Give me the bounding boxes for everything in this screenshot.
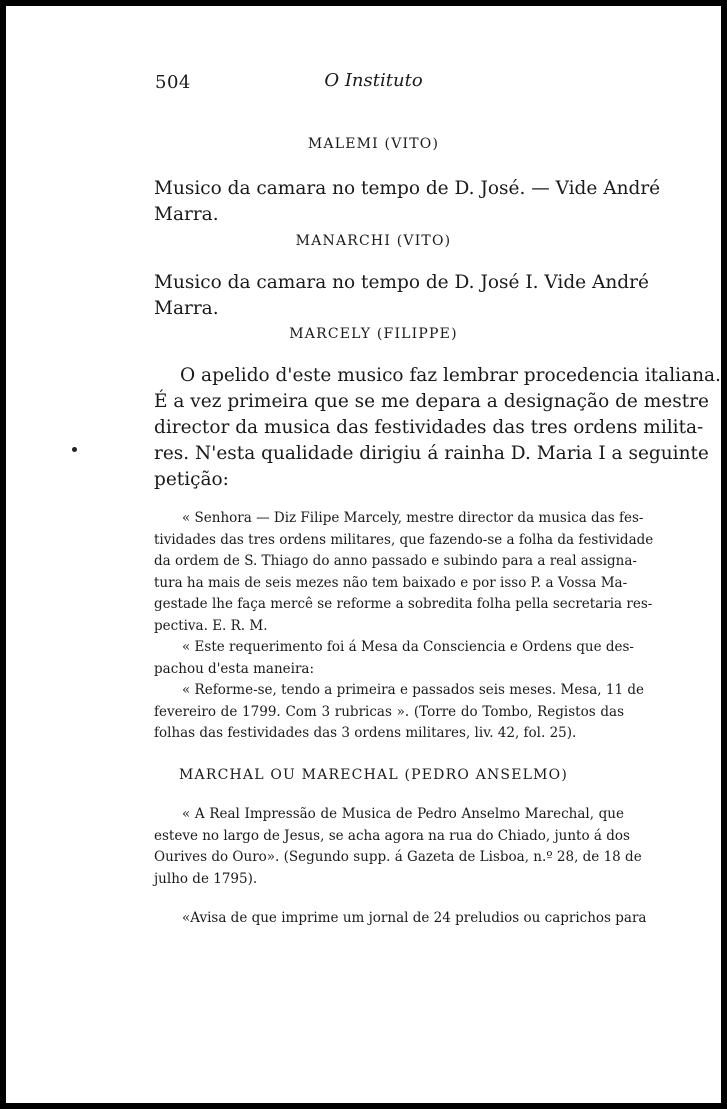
quote-marchal xyxy=(154,804,642,890)
entry-text-malemi xyxy=(154,176,661,228)
quote-line: esteve no largo de Jesus, se acha agora na rua do Chiado, junto á dos xyxy=(154,827,630,844)
text-line: petição: xyxy=(154,469,229,490)
quote-marcely xyxy=(154,508,654,745)
quote-line: julho de 1795). xyxy=(154,870,258,887)
entry-heading-marchal: MARCHAL OU MARECHAL (PEDRO ANSELMO) xyxy=(178,767,568,783)
text-line: Musico da camara no tempo de D. José I. Vide André xyxy=(154,272,649,293)
margin-dot xyxy=(72,447,77,452)
entry-text-marcely xyxy=(154,363,721,493)
quote-marchal-continued xyxy=(154,908,647,930)
entry-text-manarchi xyxy=(154,270,649,322)
text-line: Marra. xyxy=(154,298,219,319)
quote-line: « Senhora — Diz Filipe Marcely, mestre director da musica das fes- xyxy=(182,510,644,526)
text-line: É a vez primeira que se me depara a designação de mestre xyxy=(154,391,709,412)
quote-line: « Este requerimento foi á Mesa da Consciencia e Ordens que des- xyxy=(182,639,634,655)
book-page xyxy=(6,6,721,1103)
entry-heading-malemi: MALEMI (VITO) xyxy=(307,136,440,152)
entry-heading-manarchi: MANARCHI (VITO) xyxy=(295,233,452,249)
quote-line: tividades das tres ordens militares, que fazendo-se a folha da festividade xyxy=(154,531,654,548)
quote-line: da ordem de S. Thiago do anno passado e subindo para a real assigna- xyxy=(154,553,637,569)
quote-line: «Avisa de que imprime um jornal de 24 preludios ou caprichos para xyxy=(182,910,647,926)
quote-line: tura ha mais de seis mezes não tem baixado e por isso P. a Vossa Ma- xyxy=(154,574,628,591)
quote-line: « A Real Impressão de Musica de Pedro Anselmo Marechal, que xyxy=(182,806,624,822)
text-line: res. N'esta qualidade dirigiu á rainha D. Maria I a seguinte xyxy=(154,443,709,464)
quote-line: folhas das festividades das 3 ordens militares, liv. 42, fol. 25). xyxy=(154,725,577,741)
text-line: Marra. xyxy=(154,204,219,225)
quote-line: pectiva. E. R. M. xyxy=(154,617,268,634)
text-line: Musico da camara no tempo de D. José. — Vide André xyxy=(154,178,661,199)
entry-heading-marcely: MARCELY (FILIPPE) xyxy=(289,326,458,342)
text-line: O apelido d'este musico faz lembrar procedencia italiana. xyxy=(180,365,721,386)
quote-line: « Reforme-se, tendo a primeira e passados seis meses. Mesa, 11 de xyxy=(182,682,644,698)
quote-line: Ourives do Ouro». (Segundo supp. á Gazeta de Lisboa, n.º 28, de 18 de xyxy=(154,849,642,865)
quote-line: fevereiro de 1799. Com 3 rubricas ». (Torre do Tombo, Registos das xyxy=(154,703,624,720)
running-head-title: O Instituto xyxy=(324,70,423,91)
page-number: 504 xyxy=(155,72,191,93)
text-line: director da musica das festividades das tres ordens milita- xyxy=(154,417,704,438)
quote-line: pachou d'esta maneira: xyxy=(154,660,314,677)
quote-line: gestade lhe faça mercê se reforme a sobredita folha pella secretaria res- xyxy=(154,596,653,612)
